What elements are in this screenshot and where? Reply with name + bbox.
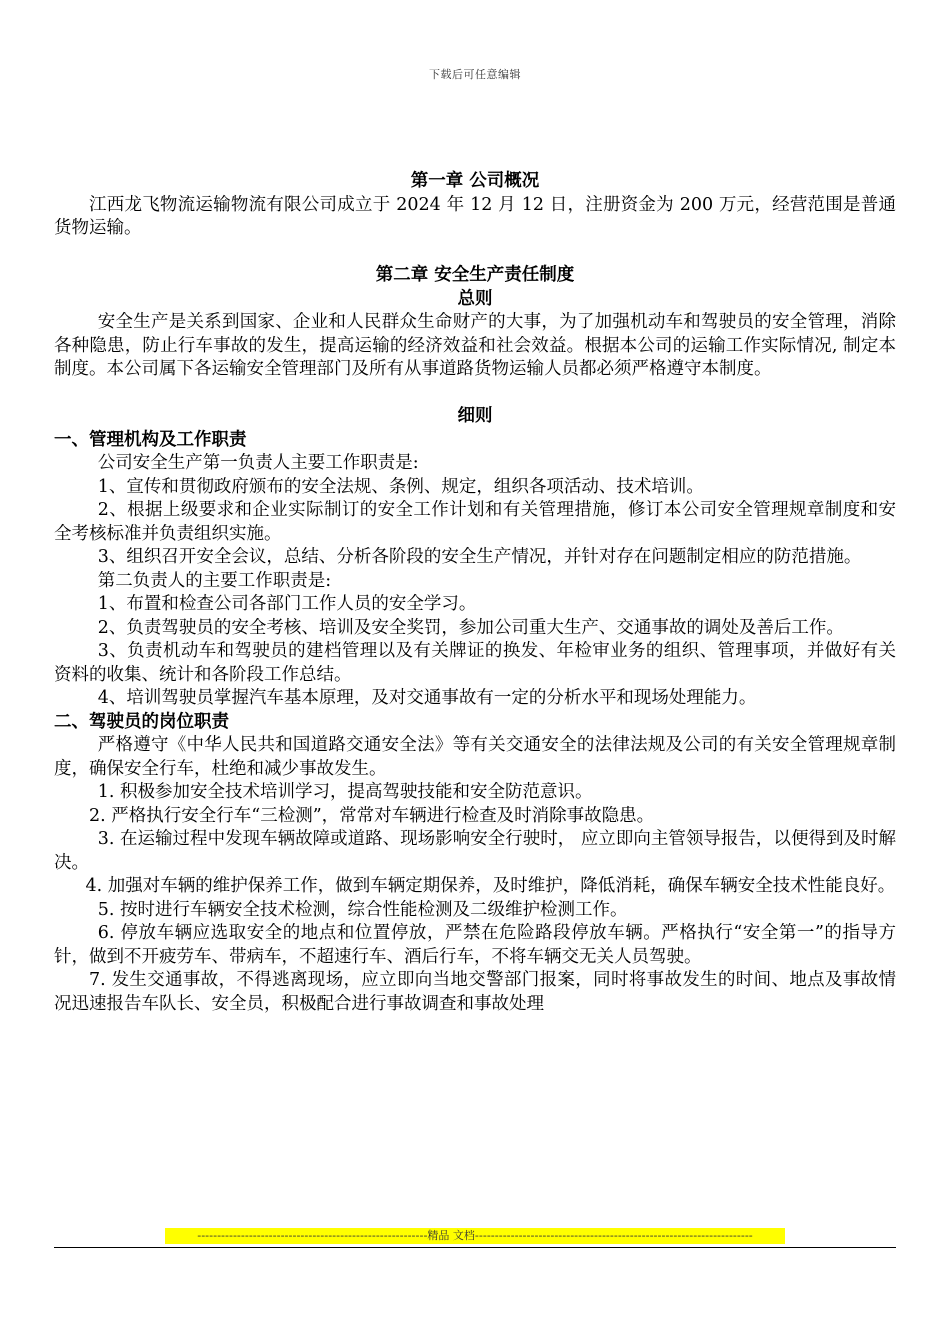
section-1-second-item: 4、培训驾驶员掌握汽车基本原理，及对交通事故有一定的分析水平和现场处理能力。 (97, 688, 757, 708)
page-header-note: 下载后可任意编辑 (429, 68, 521, 81)
section-1-first-intro: 公司安全生产第一负责人主要工作职责是: (97, 453, 419, 473)
section-1-second-intro: 第二负责人的主要工作职责是: (97, 570, 332, 591)
section-1-second-item: 1、布置和检查公司各部门工作人员的安全学习。 (97, 594, 477, 614)
section-1-first-item: 1、宣传和贯彻政府颁布的安全法规、条例、规定，组织各项活动、技术培训。 (97, 476, 704, 497)
section-1-second-item: 3、负责机动车和驾驶员的建档管理以及有关牌证的换发、年检审业务的组织、管理事项，并做好有关资料的收集、统计和各阶段工作总结。 (54, 641, 896, 685)
chapter-2-subtitle: 总则 (457, 288, 493, 309)
document-body (54, 170, 896, 1016)
section-2-item: 4. 加强对车辆的维护保养工作，做到车辆定期保养，及时维护，降低消耗，确保车辆安全技术性能良好。 (85, 876, 896, 896)
section-1-first-item: 2、根据上级要求和企业实际制订的安全工作计划和有关管理措施，修订本公司安全管理规章制度和安全考核标准并负责组织实施。 (54, 500, 896, 544)
section-2-item: 6. 停放车辆应选取安全的地点和位置停放，严禁在危险路段停放车辆。严格执行“安全第一”的指导方针，做到不开疲劳车、带病车，不超速行车、酒后行车，不将车辆交无关人员驾驶。 (54, 923, 896, 967)
section-2-intro: 严格遵守《中华人民共和国道路交通安全法》等有关交通安全的法律法规及公司的有关安全管理规章制度，确保安全行车，杜绝和减少事故发生。 (54, 735, 896, 779)
section-2-item: 3. 在运输过程中发现车辆故障或道路、现场影响安全行驶时， 应立即向主管领导报告，以便得到及时解决。 (54, 829, 896, 873)
section-1-first-item: 3、组织召开安全会议，总结、分析各阶段的安全生产情况，并针对存在问题制定相应的防范措施。 (97, 547, 862, 567)
section-2-item: 2. 严格执行安全行车“三检测”，常常对车辆进行检查及时消除事故隐患。 (89, 805, 655, 826)
section-2-heading: 二、驾驶员的岗位职责 (54, 711, 229, 732)
chapter-1-paragraph: 江西龙飞物流运输物流有限公司成立于 2024 年 12 月 12 日，注册资金为 200 万元，经营范围是普通货物运输。 (54, 194, 896, 238)
section-1-second-item: 2、负责驾驶员的安全考核、培训及安全奖罚，参加公司重大生产、交通事故的调处及善后工作。 (97, 617, 844, 638)
chapter-2-title: 第二章 安全生产责任制度 (375, 265, 575, 285)
chapter-2-paragraph: 安全生产是关系到国家、企业和人民群众生命财产的大事，为了加强机动车和驾驶员的安全管理，消除各种隐患，防止行车事故的发生，提高运输的经济效益和社会效益。根据本公司的运输工作实际情况, 制定本制度。本公司属下各运输安全管理部门及所有从事道路货物运输人员都必须严格遵守本制度。 (54, 312, 896, 379)
footer-banner: ----------------------------------------------------------精品 文档---------------------------------------------------------------------- (165, 1228, 785, 1244)
section-2-item: 5. 按时进行车辆安全技术检测，综合性能检测及二级维护检测工作。 (97, 899, 628, 920)
details-title: 细则 (457, 406, 493, 426)
section-2-item: 7. 发生交通事故，不得逃离现场，应立即向当地交警部门报案，同时将事故发生的时间、地点及事故情况迅速报告车队长、安全员，积极配合进行事故调查和事故处理 (54, 970, 896, 1014)
section-1-heading: 一、管理机构及工作职责 (54, 429, 247, 450)
chapter-1-title: 第一章 公司概况 (410, 171, 540, 191)
footer-divider (54, 1247, 896, 1248)
section-2-item: 1. 积极参加安全技术培训学习，提高驾驶技能和安全防范意识。 (97, 782, 593, 802)
